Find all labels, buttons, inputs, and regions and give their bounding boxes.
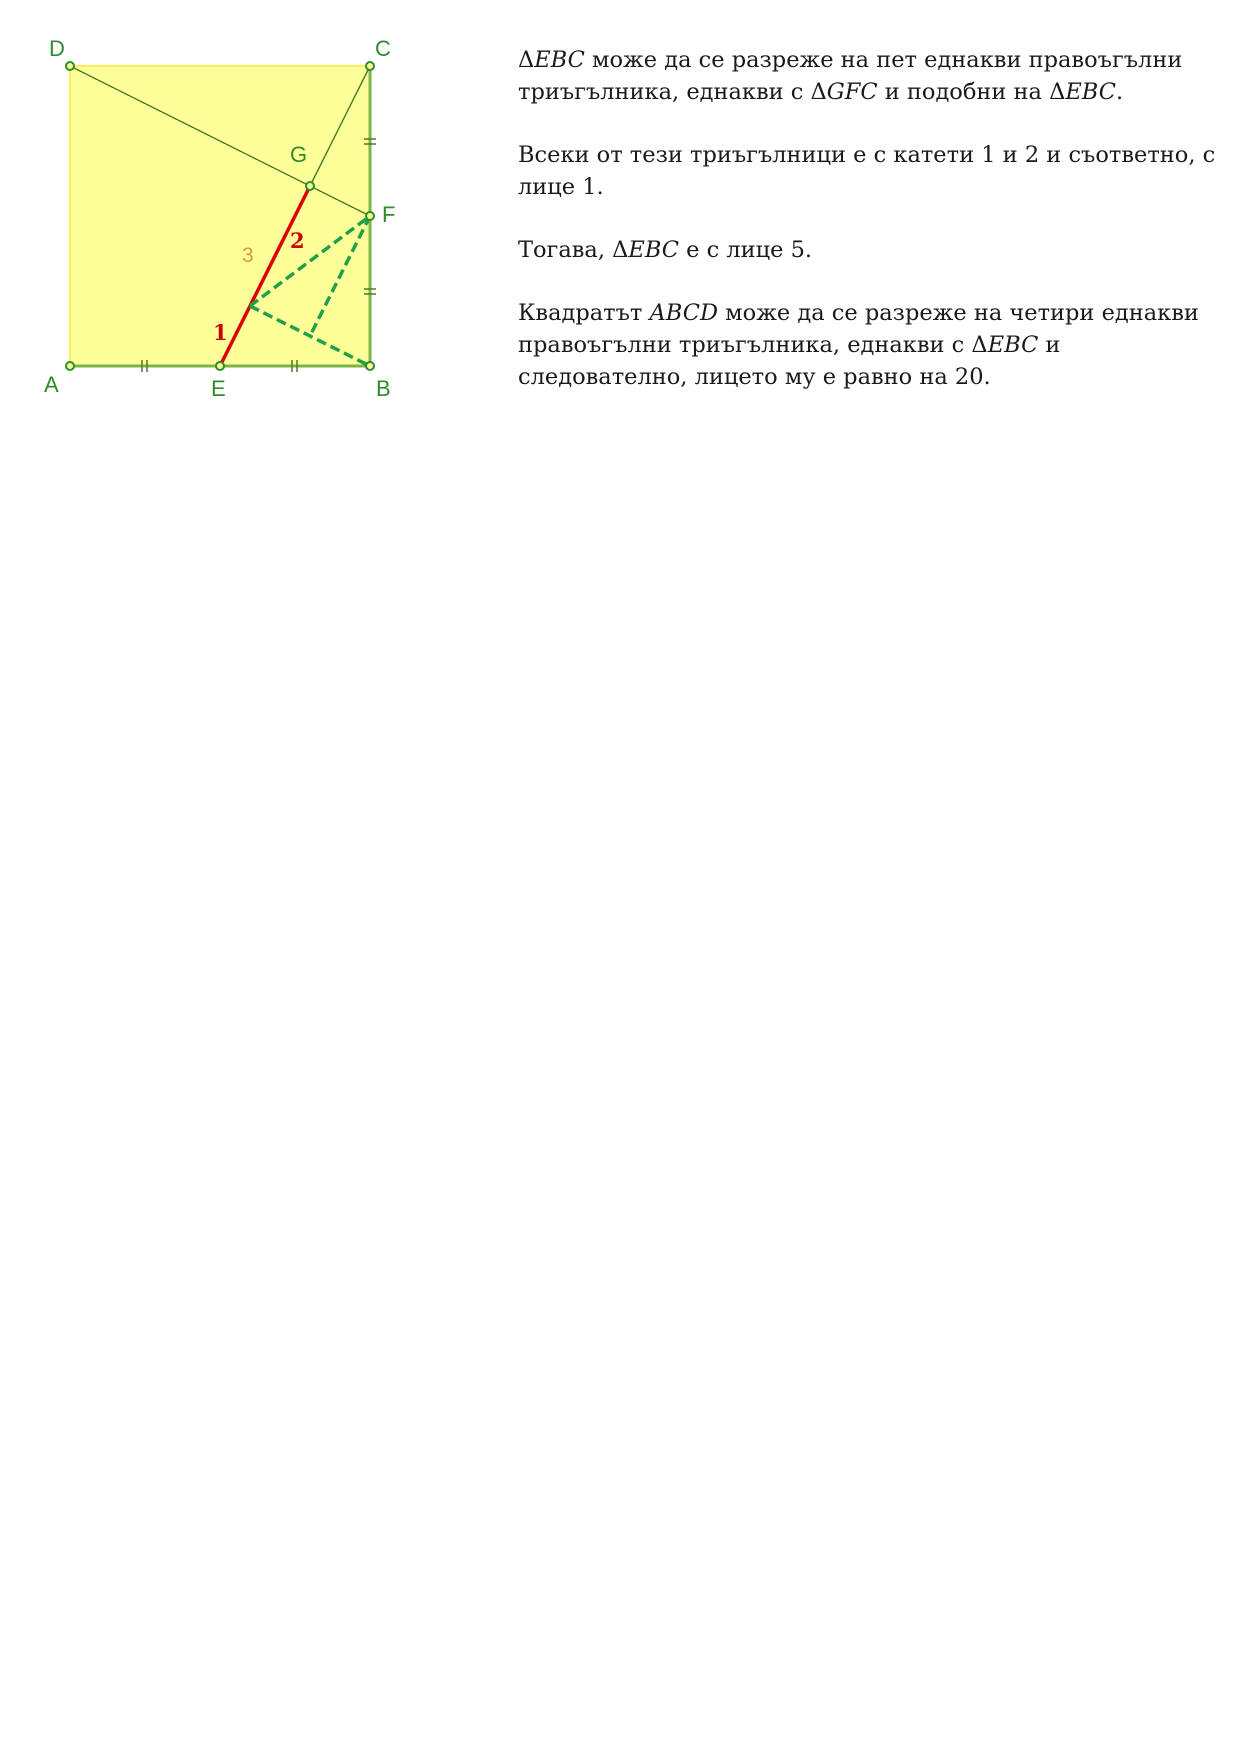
point-c bbox=[366, 62, 374, 70]
segment-label-2: 2 bbox=[290, 228, 305, 253]
paragraph-3: Тогава, ΔEBC е с лице 5. bbox=[518, 237, 813, 263]
label-f: F bbox=[382, 202, 396, 227]
point-g bbox=[306, 182, 314, 190]
paragraph-4: Квадратът ABCD може да се разреже на четири еднакви правоъгълни триъгълника, еднакви с ΔEBC и следователно, лицето му е равно на 20. bbox=[518, 300, 1199, 390]
paragraph-2: Всеки от тези триъгълници е с катети 1 и 2 и съответно, с лице 1. bbox=[518, 142, 1216, 200]
point-b bbox=[366, 362, 374, 370]
point-e bbox=[216, 362, 224, 370]
paragraph-1: ΔEBC може да се разреже на пет еднакви правоъгълни триъгълника, еднакви с ΔGFC и подобни на ΔEBC. bbox=[518, 47, 1183, 105]
segment-label-3: 3 bbox=[242, 244, 254, 267]
text-column bbox=[518, 44, 1218, 424]
label-a: A bbox=[44, 372, 59, 397]
label-b: B bbox=[376, 376, 391, 401]
point-f bbox=[366, 212, 374, 220]
geometry-figure bbox=[30, 30, 430, 410]
label-d: D bbox=[49, 36, 65, 61]
label-e: E bbox=[211, 376, 226, 401]
point-a bbox=[66, 362, 74, 370]
segment-label-1: 1 bbox=[213, 320, 228, 345]
label-c: C bbox=[375, 36, 391, 61]
label-g: G bbox=[290, 142, 308, 167]
point-d bbox=[66, 62, 74, 70]
